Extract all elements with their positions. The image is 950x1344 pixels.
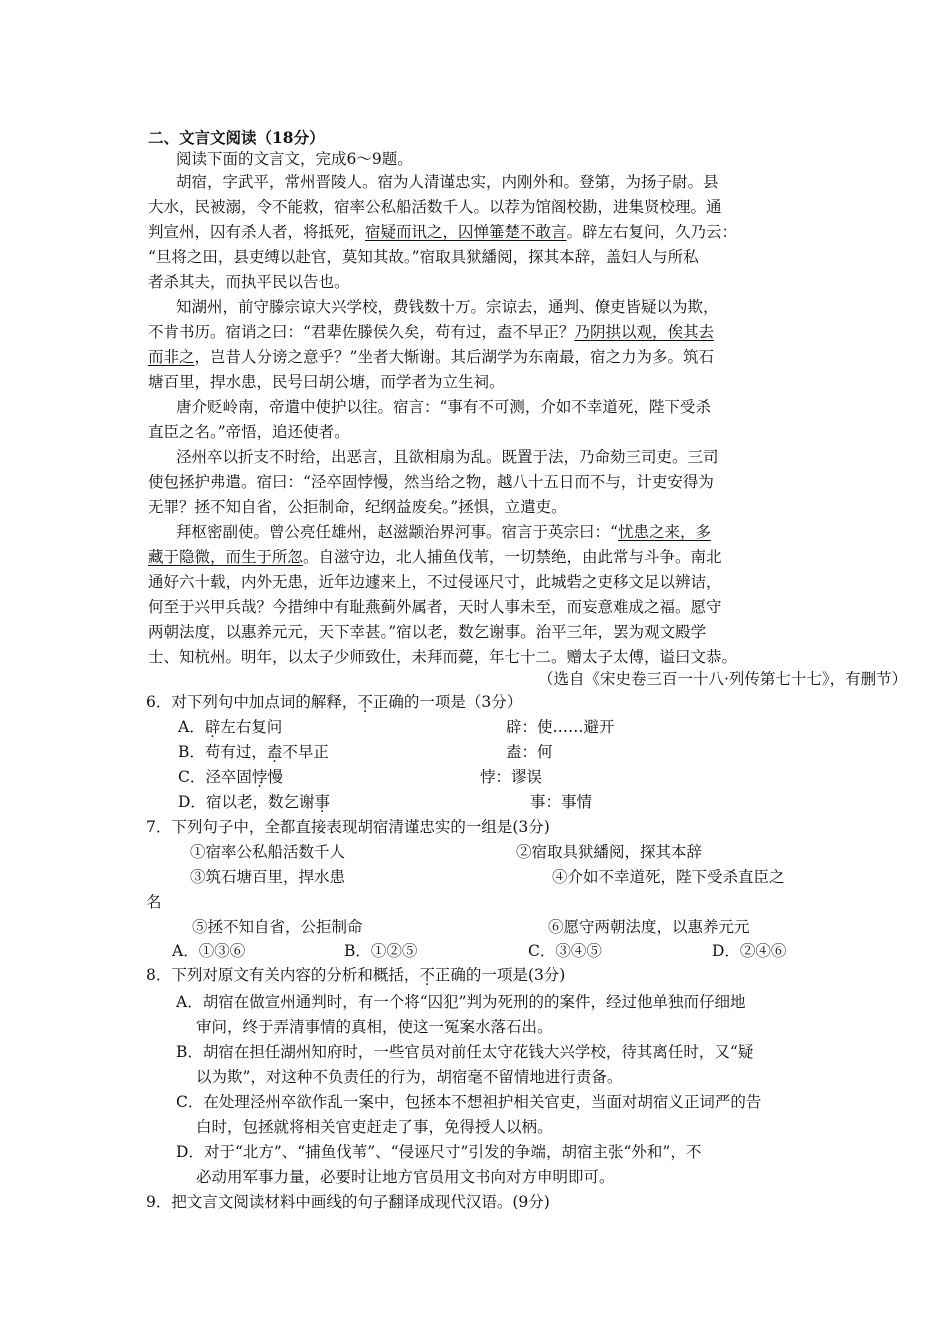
q8-option-c-cont: 白时，包拯就将相关官吏赶走了事，免得授人以柄。 <box>196 1118 553 1136</box>
q8-option-b-cont: 以为欺”，对这种不负责任的行为，胡宿毫不留情地进行责备。 <box>196 1068 623 1086</box>
q7-item: ①宿率公私船活数千人 <box>190 843 346 861</box>
passage-line: 藏于隐微，而生于所忽。自滋守边，北人捕鱼伐苇，一切禁绝，由此常与斗争。南北 <box>148 548 722 566</box>
passage-line: 何至于兴甲兵哉？今措绅中有耻燕蓟外属者，天时人事未至，而妄意难成之福。愿守 <box>148 598 722 616</box>
q6-option-a: A．辟左右复问 <box>178 718 283 736</box>
passage-line: 而非之，岂昔人分谤之意乎？”坐者大惭谢。其后湖学为东南最，宿之力为多。筑石 <box>148 348 714 366</box>
q6-gloss-d: 事：事情 <box>530 793 593 811</box>
underlined-sentence-2b: 而非之 <box>148 348 195 366</box>
passage-line: 判宣州，囚有杀人者，将抵死，宿疑而讯之，囚惮箠楚不敢言。辟左右复问，久乃云： <box>148 223 738 241</box>
passage-line: 拜枢密副使。曾公亮任雄州，赵滋颛治界河事。宿言于英宗曰：“忧患之来，多 <box>176 523 711 541</box>
passage-line: 无罪？拯不知自省，公拒制命，纪纲益废矣。”拯惧，立遣吏。 <box>148 498 567 516</box>
q8-option-d-cont: 必动用军事力量，必要时让地方官员用文书向对方申明即可。 <box>196 1168 615 1186</box>
q7-stem: 7．下列句子中，全都直接表现胡宿清谨忠实的一组是(3分) <box>146 818 550 836</box>
passage-line: 胡宿，字武平，常州晋陵人。宿为人清谨忠实，内刚外和。登第，为扬子尉。县 <box>176 173 719 191</box>
q7-choice-a: A．①③⑥ <box>172 942 246 960</box>
q7-choice-b: B．①②⑤ <box>344 942 418 960</box>
passage-line: 塘百里，捍水患，民号曰胡公塘，而学者为立生祠。 <box>148 373 505 391</box>
passage-line: 士、知杭州。明年，以太子少师致仕，未拜而薨，年七十二。赠太子太傅，谥曰文恭。 <box>148 648 738 666</box>
q7-item: ⑥愿守两朝法度，以惠养元元 <box>548 918 750 936</box>
passage-line: 通好六十载，内外无患，近年边遽来上，不过侵诬尺寸，此城砦之吏移文足以辨诘， <box>148 573 722 591</box>
passage-line: 知湖州，前守滕宗谅大兴学校，费钱数十万。宗谅去，通判、僚吏皆疑以为欺， <box>176 298 719 316</box>
q6-option-c: C．泾卒固悖慢 <box>178 768 283 786</box>
q8-option-a: A．胡宿在做宣州通判时，有一个将“囚犯”判为死刑的的案件，经过他单独而仔细地 <box>176 993 746 1011</box>
passage-line: 唐介贬岭南，帝遣中使护以往。宿言：“事有不可测，介如不幸道死，陛下受杀 <box>176 398 711 416</box>
passage-line: 两朝法度，以惠养元元，天下幸甚。”宿以老，数乞谢事。治平三年，罢为观文殿学 <box>148 623 707 641</box>
underlined-sentence-1: 宿疑而讯之，囚惮箠楚不敢言 <box>365 223 567 241</box>
q8-option-c: C．在处理泾州卒欲作乱一案中，包拯本不想袒护相关官吏，当面对胡宿义正词严的告 <box>176 1093 762 1111</box>
passage-line: 使包拯护弗遣。宿曰：“泾卒固悖慢，然当给之物，越八十五日而不与，计吏安得为 <box>148 473 714 491</box>
passage-line: 直臣之名。”帝悟，追还使者。 <box>148 423 350 441</box>
q7-item-wrap: 名 <box>146 893 162 911</box>
q6-stem: 6．对下列句中加点词的解释，不正确的一项是（3分） <box>146 693 523 711</box>
q8-option-d: D．对于“北方”、“捕鱼伐苇”、“侵诬尺寸”引发的争端，胡宿主张“外和”，不 <box>176 1143 702 1161</box>
q8-stem: 8．下列对原文有关内容的分析和概括，不正确的一项是(3分) <box>146 966 566 984</box>
passage-line: “旦将之田，县吏缚以赴官，莫知其故。”宿取具狱繙阅，探其本辞，盖妇人与所私 <box>148 248 699 266</box>
q7-choice-c: C．③④⑤ <box>528 942 602 960</box>
passage-line: 泾州卒以折支不时给，出恶言，且欲相扇为乱。既置于法，乃命劾三司吏。三司 <box>176 448 719 466</box>
instruction: 阅读下面的文言文，完成6～9题。 <box>176 150 413 168</box>
q7-item: ④介如不幸道死，陛下受杀直臣之 <box>552 868 785 886</box>
q7-choice-d: D．②④⑥ <box>712 942 787 960</box>
q6-gloss-b: 盍：何 <box>506 743 553 761</box>
underlined-sentence-3a: 忧患之来，多 <box>617 523 711 541</box>
q9-stem: 9．把文言文阅读材料中画线的句子翻译成现代汉语。(9分) <box>146 1193 550 1211</box>
q6-option-d: D．宿以老，数乞谢事 <box>178 793 330 811</box>
q7-item: ⑤拯不知自省，公拒制命 <box>192 918 363 936</box>
q6-gloss-c: 悖：谬误 <box>480 768 543 786</box>
section-title: 二、文言文阅读（18分） <box>148 128 325 147</box>
q7-item: ③筑石塘百里，捍水患 <box>190 868 346 886</box>
q8-option-b: B．胡宿在担任湖州知府时，一些官员对前任太守花钱大兴学校，待其离任时，又“疑 <box>176 1043 754 1061</box>
underlined-sentence-2a: 乃阴拱以观，俟其去 <box>574 323 714 341</box>
q6-gloss-a: 辟：使……避开 <box>506 718 615 736</box>
passage-source: （选自《宋史卷三百一十八·列传第七十七》，有删节） <box>538 670 908 688</box>
q6-option-b: B．苟有过，盍不早正 <box>178 743 329 761</box>
underlined-sentence-3b: 藏于隐微，而生于所忽 <box>148 548 304 566</box>
q7-item: ②宿取具狱繙阅，探其本辞 <box>516 843 703 861</box>
passage-line: 大水，民被溺，令不能救，宿率公私船活数千人。以荐为馆阁校勘，进集贤校理。通 <box>148 198 722 216</box>
passage-line: 不肯书历。宿诮之曰：“君辈佐滕侯久矣，苟有过，盍不早正？乃阴拱以观，俟其去 <box>148 323 714 341</box>
q8-option-a-cont: 审问，终于弄清事情的真相，使这一冤案水落石出。 <box>196 1018 553 1036</box>
passage-line: 者杀其夫，而执平民以告也。 <box>148 273 350 291</box>
